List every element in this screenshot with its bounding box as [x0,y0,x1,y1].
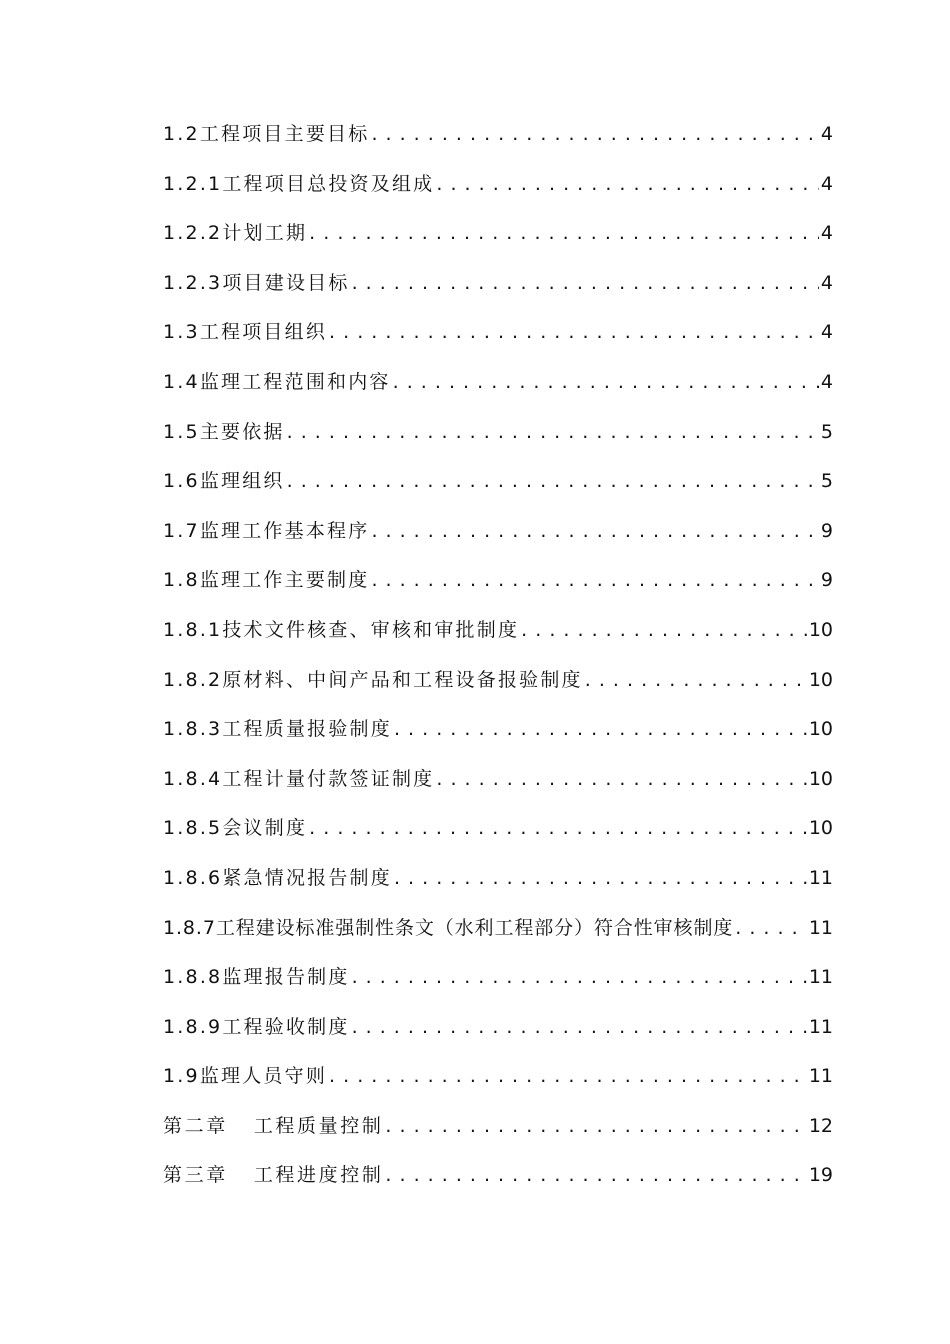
toc-dot-leader [287,457,819,507]
toc-entry-number: 1.8.5 [163,817,223,840]
toc-dot-leader [352,953,807,1003]
toc-entry-title [163,804,307,854]
toc-entry-label: 监理工作主要制度 [199,569,370,592]
toc-entry-number: 1.8.9 [163,1015,223,1038]
toc-entry-number: 1.8.3 [163,718,223,741]
toc-page-number: 5 [820,470,833,493]
toc-entry-number: 1.8.1 [163,618,223,641]
toc-entry-1-5[interactable] [163,408,833,458]
toc-entry-title [163,358,391,408]
toc-entry-label: 监理工程范围和内容 [199,370,391,393]
toc-entry-title [163,1003,350,1053]
toc-dot-leader [393,358,819,408]
toc-entry-1-6[interactable] [163,457,833,507]
toc-chapter-title [163,1102,383,1152]
toc-entry-title [163,259,350,309]
toc-dot-leader [371,556,818,606]
toc-entry-label: 计划工期 [222,222,308,245]
table-of-contents [163,110,833,1201]
toc-entry-title [163,556,369,606]
toc-entry-1-8-7[interactable] [163,904,833,954]
toc-page-number: 11 [808,966,833,989]
toc-entry-number: 1.2.2 [163,222,223,245]
toc-page-number: 9 [820,569,833,592]
toc-entry-number: 1.9 [163,1065,200,1088]
toc-entry-label: 监理工作基本程序 [199,519,370,542]
toc-chapter-name: 工程进度控制 [253,1164,384,1187]
toc-entry-title [163,1052,327,1102]
toc-entry-label: 原材料、中间产品和工程设备报验制度 [222,668,583,691]
toc-entry-label: 监理人员守则 [199,1065,328,1088]
toc-page-number: 4 [820,222,833,245]
toc-chapter-label: 第三章 [163,1164,228,1187]
toc-entry-label: 监理报告制度 [222,966,350,989]
toc-entry-number: 1.2.1 [163,172,223,195]
toc-page-number: 10 [808,817,833,840]
toc-dot-leader [521,606,807,656]
toc-page-number: 11 [808,1065,833,1088]
toc-page-number: 10 [808,767,833,790]
toc-entry-label: 会议制度 [222,817,308,840]
toc-entry-title [163,160,434,210]
toc-page-number: 10 [808,668,833,691]
toc-entry-label: 工程项目总投资及组成 [222,172,435,195]
toc-entry-1-8-5[interactable] [163,804,833,854]
toc-dot-leader [585,656,807,706]
toc-entry-title [163,904,733,954]
toc-entry-1-8-6[interactable] [163,854,833,904]
toc-entry-title [163,705,392,755]
toc-dot-leader [436,755,806,805]
toc-entry-1-8-2[interactable] [163,656,833,706]
toc-entry-1-8-3[interactable] [163,705,833,755]
toc-entry-1-8-9[interactable] [163,1003,833,1053]
toc-entry-title [163,507,369,557]
toc-page-number: 9 [820,519,833,542]
toc-entry-number: 1.2 [163,123,200,145]
toc-entry-label: 工程质量报验制度 [222,718,392,741]
toc-chapter-name: 工程质量控制 [253,1114,384,1137]
toc-dot-leader [385,1102,806,1152]
toc-entry-number: 1.3 [163,321,200,344]
toc-dot-leader [329,308,819,358]
toc-page-number: 10 [808,718,833,741]
toc-entry-number: 1.4 [163,370,200,393]
toc-page-number: 4 [820,370,833,393]
toc-entry-label: 紧急情况报告制度 [222,866,392,889]
toc-entry-1-9[interactable] [163,1052,833,1102]
toc-entry-1-8-8[interactable] [163,953,833,1003]
toc-entry-label: 项目建设目标 [222,271,350,294]
toc-page-number: 10 [808,618,833,641]
toc-page-number: 19 [808,1164,833,1187]
toc-entry-label: 主要依据 [199,420,285,443]
toc-entry-title [163,953,350,1003]
toc-dot-leader [436,160,819,210]
toc-entry-1-2-2[interactable] [163,209,833,259]
toc-entry-1-8-4[interactable] [163,755,833,805]
toc-dot-leader [394,705,807,755]
toc-entry-number: 1.8 [163,569,200,592]
toc-entry-label: 工程项目组织 [199,321,328,344]
toc-page-number: 4 [820,321,833,344]
toc-entry-1-8[interactable] [163,556,833,606]
toc-dot-leader [352,1003,807,1053]
toc-page-number: 11 [808,1015,833,1038]
toc-entry-1-2[interactable] [163,110,833,160]
toc-page-number: 4 [820,271,833,294]
toc-entry-1-3[interactable] [163,308,833,358]
toc-entry-label: 监理组织 [199,470,285,493]
toc-entry-number: 1.8.2 [163,668,223,691]
toc-entry-title [163,408,285,458]
toc-page-number: 4 [820,172,833,195]
toc-entry-label: 工程项目主要目标 [199,123,370,145]
toc-dot-leader [329,1052,807,1102]
toc-entry-label: 工程建设标准强制性条文（水利工程部分）符合性审核制度 [215,916,734,939]
toc-page-number: 11 [808,916,833,939]
toc-entry-number: 1.2.3 [163,271,223,294]
toc-dot-leader [309,209,819,259]
toc-chapter-3[interactable] [163,1151,833,1201]
toc-entry-title [163,606,519,656]
toc-entry-1-4[interactable] [163,358,833,408]
toc-entry-title [163,308,327,358]
toc-entry-1-2-3[interactable] [163,259,833,309]
toc-entry-label: 工程计量付款签证制度 [222,767,435,790]
toc-entry-label: 工程验收制度 [222,1015,350,1038]
toc-chapter-label: 第二章 [163,1114,228,1137]
toc-dot-leader [309,804,807,854]
toc-page-number: 5 [820,420,833,443]
toc-entry-number: 1.7 [163,519,200,542]
toc-dot-leader [394,854,807,904]
toc-entry-number: 1.6 [163,470,200,493]
toc-dot-leader [735,904,807,954]
toc-dot-leader [371,507,818,557]
toc-entry-title [163,209,307,259]
toc-entry-title [163,457,285,507]
toc-entry-title [163,854,392,904]
toc-entry-number: 1.8.4 [163,767,223,790]
toc-entry-title [163,110,369,160]
toc-entry-number: 1.5 [163,420,200,443]
toc-chapter-title [163,1151,383,1201]
toc-dot-leader [371,110,818,160]
toc-entry-title [163,755,434,805]
toc-dot-leader [287,408,819,458]
toc-entry-1-8-1[interactable] [163,606,833,656]
toc-dot-leader [352,259,819,309]
toc-page-number: 4 [820,123,833,145]
toc-entry-number: 1.8.6 [163,866,223,889]
toc-page-number: 12 [808,1114,833,1137]
toc-entry-number: 1.8.7 [163,916,216,939]
toc-dot-leader [385,1151,806,1201]
toc-page-number: 11 [808,866,833,889]
toc-entry-1-7[interactable] [163,507,833,557]
toc-entry-number: 1.8.8 [163,966,223,989]
toc-entry-1-2-1[interactable] [163,160,833,210]
toc-entry-label: 技术文件核查、审核和审批制度 [222,618,520,641]
toc-entry-title [163,656,583,706]
toc-chapter-2[interactable] [163,1102,833,1152]
